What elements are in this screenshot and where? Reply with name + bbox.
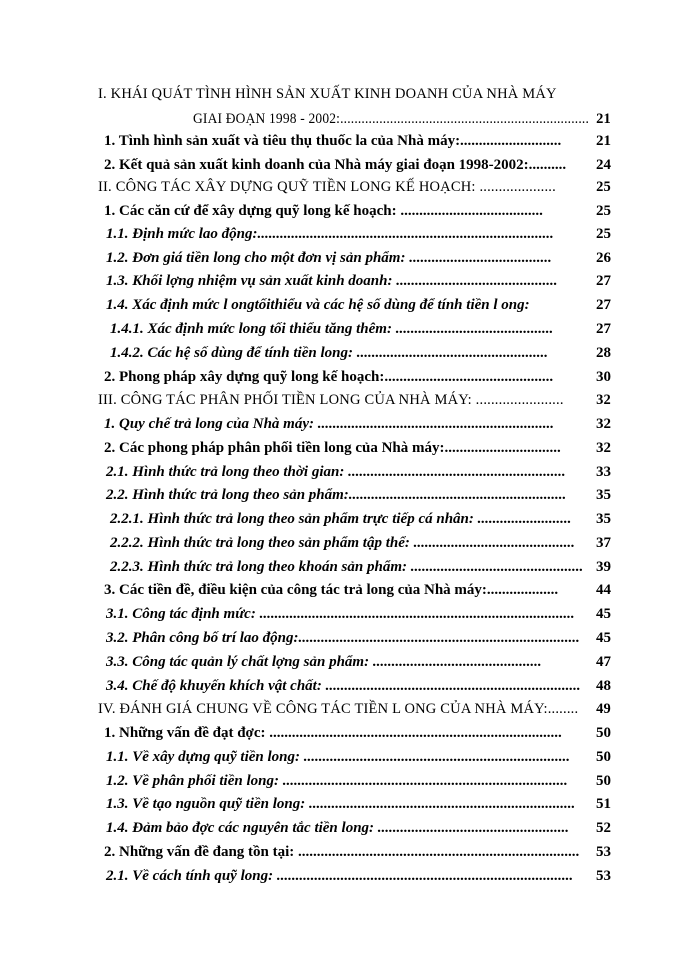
toc-entry[interactable] — [98, 697, 611, 721]
toc-entry-page: 48 — [596, 678, 611, 694]
toc-entry-page: 50 — [596, 749, 611, 765]
toc-entry-page: 30 — [596, 369, 611, 385]
toc-entry-title: 1.4.2. Các hệ số dùng để tính tiền long: ................................................... — [110, 345, 548, 361]
toc-entry-page: 24 — [596, 157, 611, 173]
toc-entry-page: 35 — [596, 487, 611, 503]
toc-entry-title: 1.2. Đơn giá tiền long cho một đơn vị sản phẩm: ...................................... — [106, 250, 552, 266]
toc-entry-page: 25 — [596, 203, 611, 219]
toc-entry[interactable] — [106, 246, 611, 270]
toc-entry-title: 1.4.1. Xác định mức long tối thiểu tăng thêm: .......................................... — [110, 321, 554, 337]
toc-entry-title: 1.3. Về tạo nguồn quỹ tiền long: ....................................................................... — [106, 796, 576, 812]
toc-entry[interactable] — [104, 436, 611, 460]
toc-entry-title: 2.1. Về cách tính quỹ long: ............................................................................... — [106, 868, 574, 884]
toc-entry-page: 37 — [596, 535, 611, 551]
toc-entry-page: 50 — [596, 773, 611, 789]
toc-entry-title: 3.4. Chế độ khuyến khích vật chất: .................................................................... — [106, 678, 581, 694]
toc-entry-title: IV. ĐÁNH GIÁ CHUNG VỀ CÔNG TÁC TIỀN L ONG CỦA NHÀ MÁY:........ — [98, 701, 579, 717]
toc-entry-title: 1. Những vấn đề đạt đợc: .............................................................................. — [104, 725, 562, 741]
toc-entry-title: 1.4. Xác định mức l ongtốithiểu và các hệ số dùng để tính tiền l ong: — [106, 297, 530, 313]
toc-entry-title: 1. Tình hình sản xuất và tiêu thụ thuốc la của Nhà máy:........................... — [104, 133, 562, 149]
toc-entry[interactable] — [106, 602, 611, 626]
toc-entry-page: 33 — [596, 464, 611, 480]
toc-entry-page: 32 — [596, 416, 611, 432]
toc-entry[interactable] — [106, 650, 611, 674]
toc-entry[interactable] — [110, 555, 611, 579]
toc-entry[interactable] — [106, 769, 611, 793]
toc-entry[interactable] — [104, 199, 611, 223]
toc-entry-page: 25 — [596, 226, 611, 242]
toc-entry-page: 27 — [596, 321, 611, 337]
toc-entry-page: 21 — [596, 111, 611, 127]
toc-entry-page: 26 — [596, 250, 611, 266]
toc-entry-page: 35 — [596, 511, 611, 527]
toc-entry[interactable] — [104, 840, 611, 864]
toc-entry-page: 47 — [596, 654, 611, 670]
toc-entry-page: 45 — [596, 606, 611, 622]
toc-entry-page: 32 — [596, 440, 611, 456]
toc-entry[interactable] — [110, 507, 611, 531]
toc-entry-page: 49 — [596, 701, 611, 717]
toc-entry[interactable] — [106, 816, 611, 840]
toc-entry[interactable] — [106, 864, 611, 888]
toc-entry-page: 25 — [596, 179, 611, 195]
toc-entry[interactable] — [104, 153, 611, 177]
toc-entry-title: 1.1. Về xây dựng quỹ tiền long: ....................................................................... — [106, 749, 570, 765]
toc-entry-title: I. KHÁI QUÁT TÌNH HÌNH SẢN XUẤT KINH DOANH CỦA NHÀ MÁY — [98, 86, 557, 102]
toc-entry[interactable] — [193, 107, 611, 131]
toc-entry-page: 32 — [596, 392, 611, 408]
toc-entry-title: 1. Các căn cứ để xây dựng quỹ long kế hoạch: ...................................... — [104, 203, 543, 219]
toc-entry-title: II. CÔNG TÁC XÂY DỰNG QUỸ TIỀN LONG KẾ HOẠCH: .................... — [98, 179, 556, 195]
toc-entry-page: 44 — [596, 582, 611, 598]
toc-entry[interactable] — [104, 129, 611, 153]
toc-entry-title: 1.4. Đảm bảo đợc các nguyên tắc tiền long: ................................................... — [106, 820, 570, 836]
toc-entry[interactable] — [98, 82, 611, 106]
toc-entry-title: 2.2.3. Hình thức trả long theo khoán sản phẩm: .............................................. — [110, 559, 584, 575]
toc-entry-title: 3. Các tiền đề, điều kiện của công tác trả long của Nhà máy:................... — [104, 582, 559, 598]
toc-entry-page: 21 — [596, 133, 611, 149]
toc-entry-page: 28 — [596, 345, 611, 361]
toc-entry-title: GIAI ĐOẠN 1998 - 2002:...................................................................... — [193, 111, 590, 127]
toc-entry-page: 39 — [596, 559, 611, 575]
toc-entry-title: 2.2.2. Hình thức trả long theo sản phẩm tập thể: ........................................... — [110, 535, 575, 551]
toc-entry-title: 2.1. Hình thức trả long theo thời gian: .......................................................... — [106, 464, 566, 480]
toc-entry[interactable] — [110, 317, 611, 341]
toc-entry[interactable] — [98, 175, 611, 199]
toc-entry-title: 3.3. Công tác quản lý chất lợng sản phẩm: ............................................. — [106, 654, 542, 670]
toc-entry-page: 50 — [596, 725, 611, 741]
toc-entry-page: 27 — [596, 297, 611, 313]
toc-entry[interactable] — [106, 222, 611, 246]
toc-entry[interactable] — [104, 365, 611, 389]
toc-entry[interactable] — [106, 269, 611, 293]
toc-entry-title: 2. Các phong pháp phân phối tiền long của Nhà máy:............................... — [104, 440, 561, 456]
toc-entry[interactable] — [106, 792, 611, 816]
toc-entry-title: III. CÔNG TÁC PHÂN PHỐI TIỀN LONG CỦA NHÀ MÁY: ....................... — [98, 392, 564, 408]
toc-entry-title: 2. Kết quả sản xuất kinh doanh của Nhà máy giai đoạn 1998-2002:.......... — [104, 157, 567, 173]
toc-entry[interactable] — [104, 578, 611, 602]
toc-entry[interactable] — [110, 531, 611, 555]
toc-entry-title: 3.2. Phân công bố trí lao động:........................................................................... — [106, 630, 580, 646]
toc-entry[interactable] — [104, 412, 611, 436]
toc-entry[interactable] — [98, 388, 611, 412]
toc-entry-title: 1.3. Khối lợng nhiệm vụ sản xuất kinh doanh: ........................................... — [106, 273, 558, 289]
toc-entry-page: 27 — [596, 273, 611, 289]
toc-entry-title: 2. Phong pháp xây dựng quỹ long kế hoạch:............................................. — [104, 369, 554, 385]
toc-entry-page: 51 — [596, 796, 611, 812]
toc-entry[interactable] — [106, 483, 611, 507]
toc-entry-title: 2.2.1. Hình thức trả long theo sản phẩm trực tiếp cá nhân: ......................... — [110, 511, 572, 527]
toc-entry[interactable] — [106, 460, 611, 484]
toc-entry-page: 53 — [596, 844, 611, 860]
toc-entry[interactable] — [106, 626, 611, 650]
toc-entry-page: 52 — [596, 820, 611, 836]
toc-entry-title: 2.2. Hình thức trả long theo sản phẩm:.......................................................... — [106, 487, 567, 503]
toc-entry-title: 3.1. Công tác định mức: .................................................................................... — [106, 606, 575, 622]
toc-entry-title: 2. Những vấn đề đang tồn tại: ........................................................................... — [104, 844, 580, 860]
toc-entry[interactable] — [104, 721, 611, 745]
toc-entry-page: 45 — [596, 630, 611, 646]
toc-entry[interactable] — [106, 293, 611, 317]
toc-entry-title: 1. Quy chế trả long của Nhà máy: ............................................................... — [104, 416, 554, 432]
toc-entry[interactable] — [106, 745, 611, 769]
toc-entry-title: 1.2. Về phân phối tiền long: ............................................................................ — [106, 773, 568, 789]
toc-entry[interactable] — [106, 674, 611, 698]
toc-entry-title: 1.1. Định mức lao động:............................................................................... — [106, 226, 554, 242]
toc-entry[interactable] — [110, 341, 611, 365]
toc-entry-page: 53 — [596, 868, 611, 884]
